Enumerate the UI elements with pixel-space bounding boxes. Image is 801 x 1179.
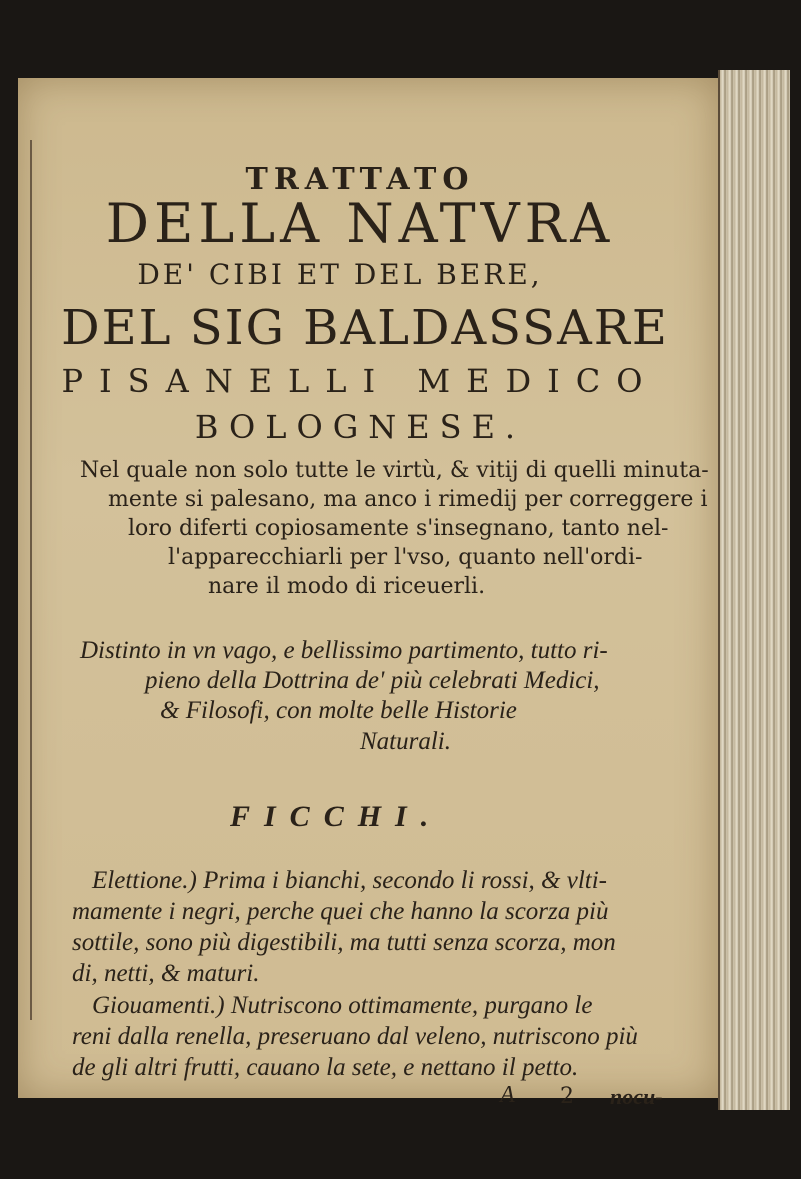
title-line-1: TRATTATO: [245, 162, 475, 197]
title-line-3: DE' CIBI ET DEL BERE,: [137, 258, 543, 291]
body-line: sottile, sono più digestibili, ma tutti senza scorza, mon: [72, 929, 616, 956]
body-line: de gli altri frutti, cauano la sete, e nettano il petto.: [72, 1054, 579, 1081]
intro-line: loro diferti copiosamente s'insegnano, tanto nel-: [128, 516, 669, 541]
title-line-6: BOLOGNESE.: [194, 408, 526, 446]
intro-line: mente si palesano, ma anco i rimedij per correggere i: [108, 487, 708, 512]
title-line-4: DEL SIG BALDASSARE: [61, 300, 669, 356]
page-fore-edge: [718, 70, 790, 1110]
intro-line: Nel quale non solo tutte le virtù, & vitij di quelli minuta-: [80, 458, 709, 483]
body-line: mamente i negri, perche quei che hanno la scorza più: [72, 898, 609, 925]
signature-number: 2: [560, 1084, 574, 1109]
page-edge-rule: [30, 140, 32, 1020]
body-line: Giouamenti.) Nutriscono ottimamente, purgano le: [92, 992, 593, 1019]
intro-line: l'apparecchiarli per l'vso, quanto nell'ordi-: [168, 545, 643, 570]
subtitle-line: & Filosofi, con molte belle Historie: [160, 697, 517, 724]
subtitle-line: Naturali.: [360, 728, 451, 755]
body-line: reni dalla renella, preseruano dal veleno, nutriscono più: [72, 1023, 638, 1050]
subtitle-line: pieno della Dottrina de' più celebrati Medici,: [145, 667, 600, 694]
body-line: di, netti, & maturi.: [72, 960, 260, 987]
section-heading: FICCHI.: [230, 800, 443, 833]
intro-line: nare il modo di riceuerli.: [208, 574, 486, 599]
title-line-2: DELLA NATVRA: [105, 192, 615, 255]
catchword: nocu-: [610, 1084, 663, 1109]
title-line-5: PISANELLI MEDICO: [61, 362, 659, 400]
subtitle-line: Distinto in vn vago, e bellissimo partimento, tutto ri-: [80, 637, 608, 664]
signature-mark: A: [500, 1082, 515, 1108]
body-line: Elettione.) Prima i bianchi, secondo li rossi, & vlti-: [92, 867, 607, 894]
